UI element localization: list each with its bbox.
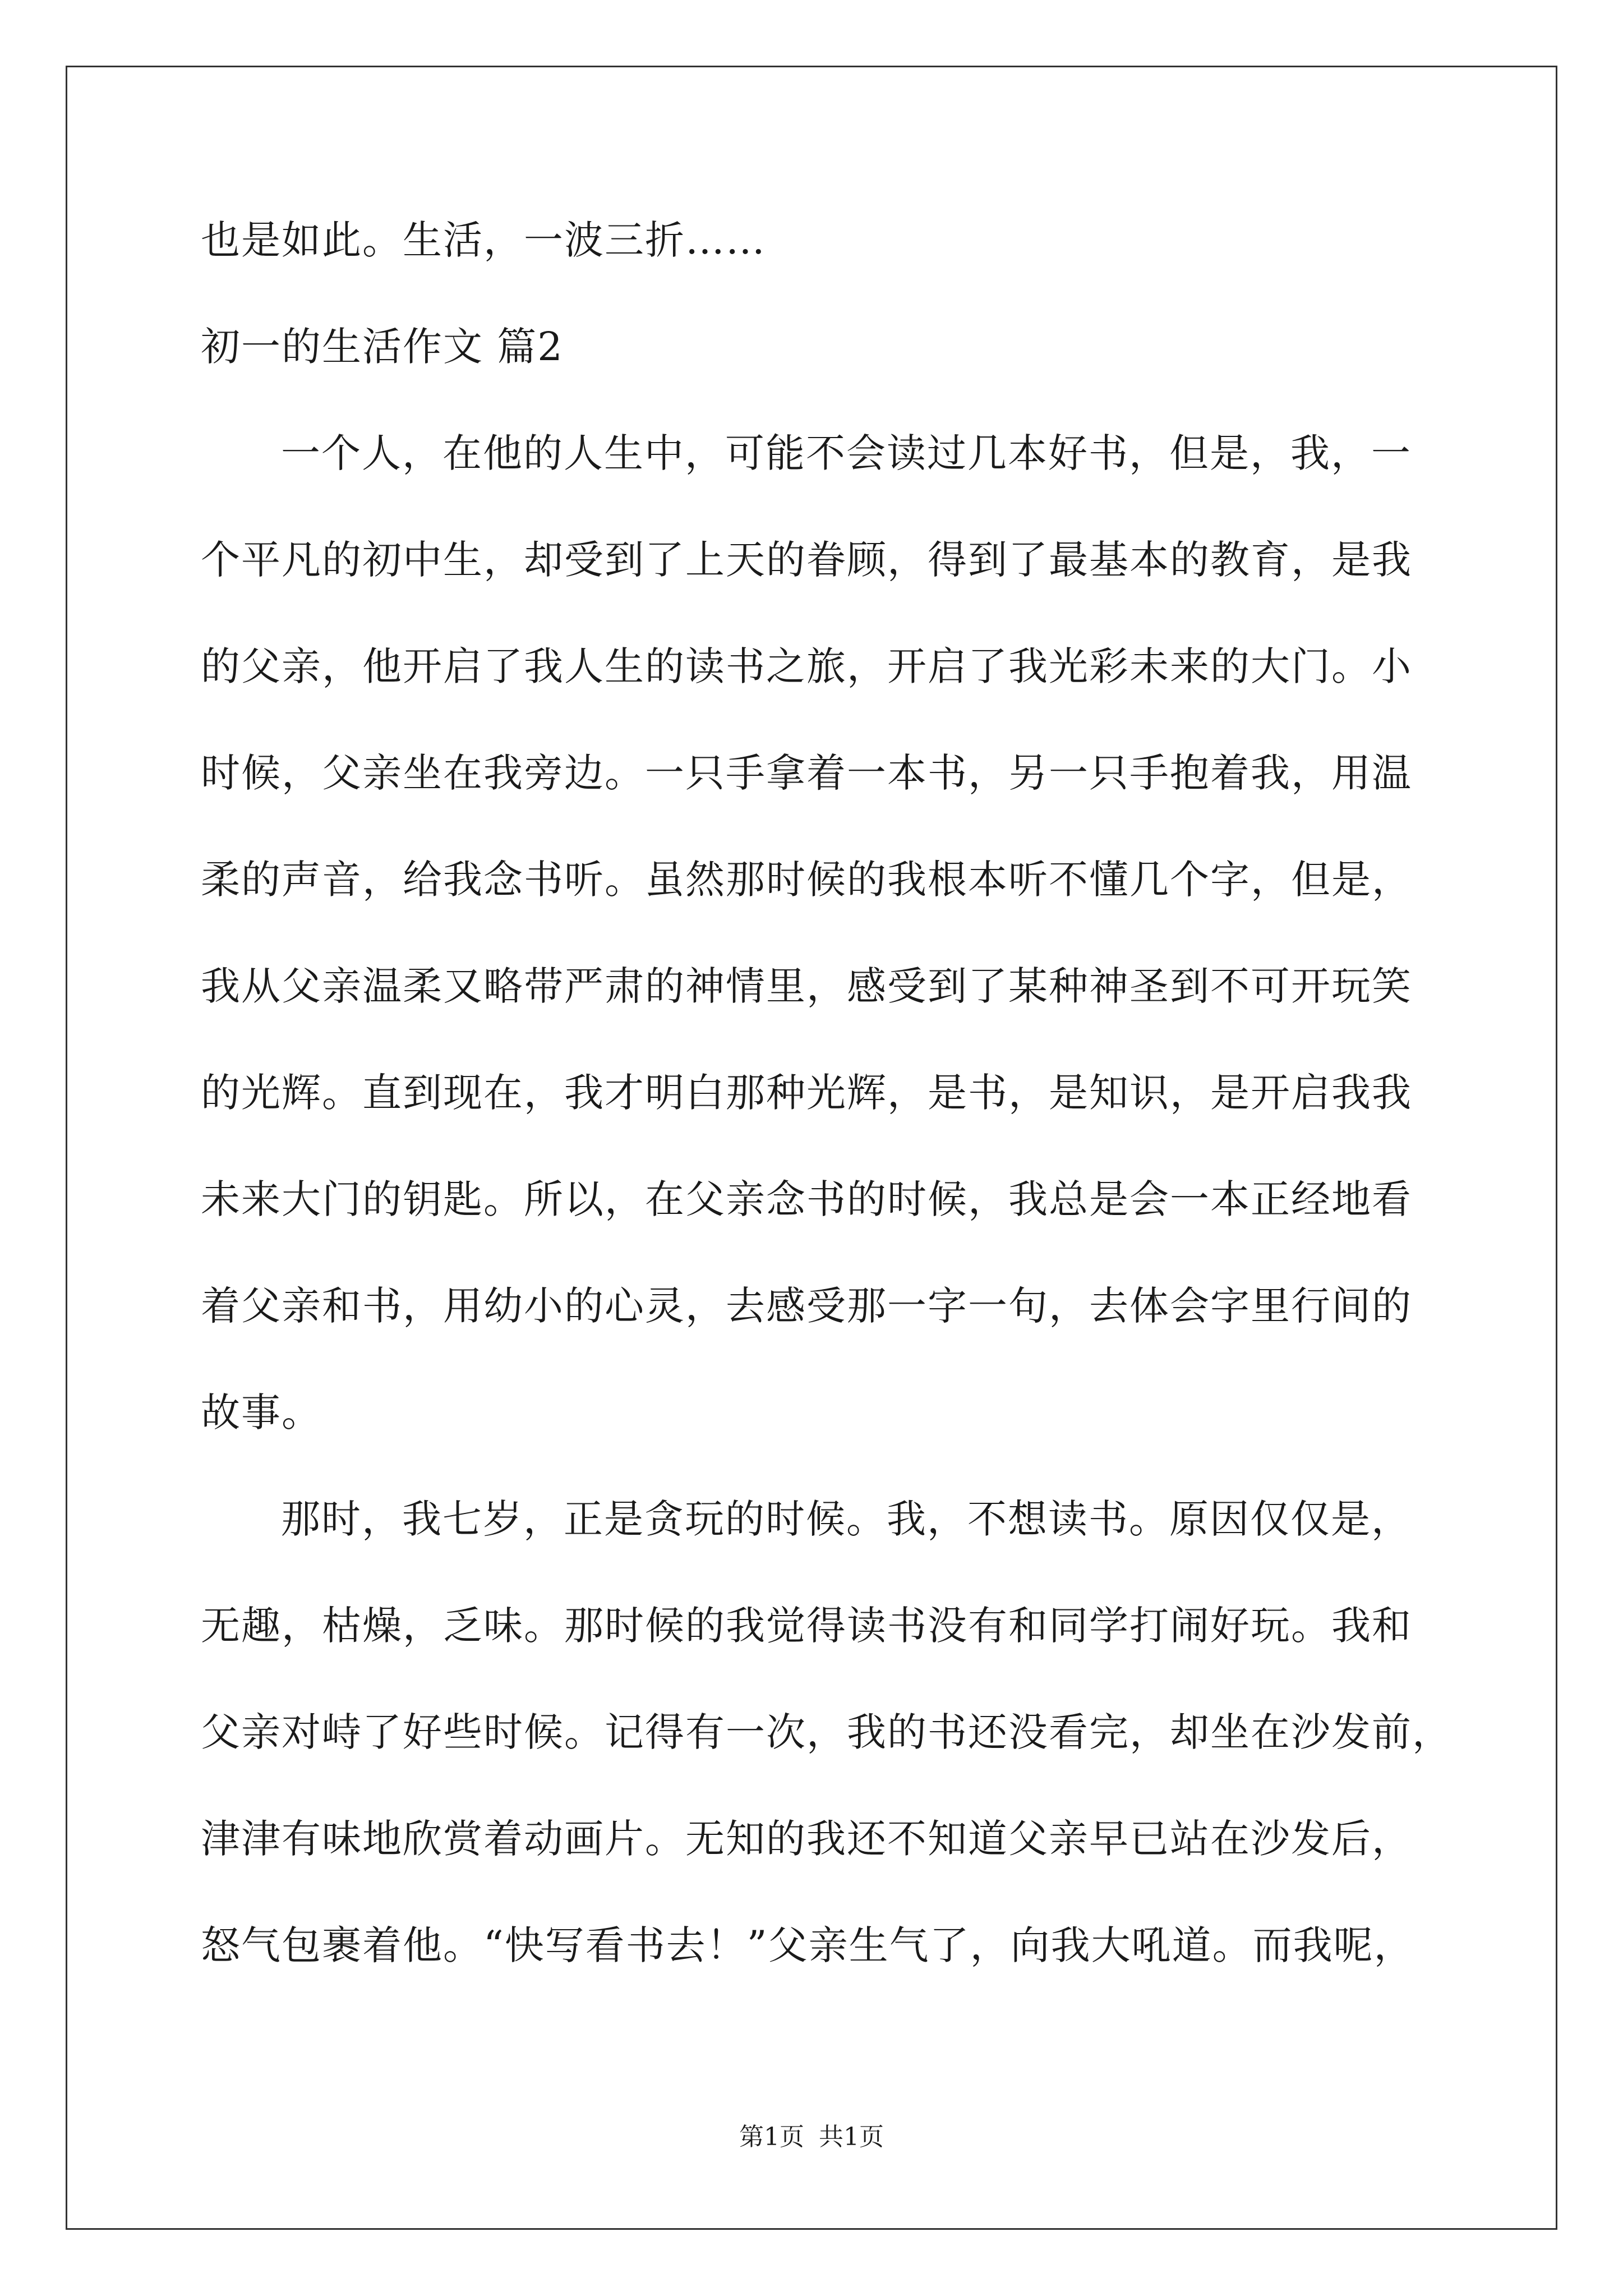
text-line: 我从父亲温柔又略带严肃的神情里，感受到了某种神圣到不可开玩笑 <box>201 963 1412 1009</box>
text-line: 故事。 <box>201 1389 322 1435</box>
text-line: 那时，我七岁，正是贪玩的时候。我，不想读书。原因仅仅是， <box>281 1496 1412 1542</box>
text-line: 无趣，枯燥，乏味。那时候的我觉得读书没有和同学打闹好玩。我和 <box>201 1603 1412 1649</box>
text-line: 未来大门的钥匙。所以，在父亲念书的时候，我总是会一本正经地看 <box>201 1176 1412 1222</box>
text-line: 一个人，在他的人生中，可能不会读过几本好书，但是，我，一 <box>281 430 1412 476</box>
text-line: 也是如此。生活，一波三折…… <box>201 217 766 263</box>
text-line: 柔的声音，给我念书听。虽然那时候的我根本听不懂几个字，但是， <box>201 857 1412 903</box>
text-line: 个平凡的初中生，却受到了上天的眷顾，得到了最基本的教育，是我 <box>201 537 1412 583</box>
section-heading: 初一的生活作文 篇2 <box>201 324 564 370</box>
text-line: 的父亲，他开启了我人生的读书之旅，开启了我光彩未来的大门。小 <box>201 643 1412 689</box>
text-line: 着父亲和书，用幼小的心灵，去感受那一字一句，去体会字里行间的 <box>201 1283 1412 1329</box>
text-line: 的光辉。直到现在，我才明白那种光辉，是书，是知识，是开启我我 <box>201 1070 1412 1116</box>
page-number: 第1页 <box>739 2123 804 2151</box>
text-line: 父亲对峙了好些时候。记得有一次，我的书还没看完，却坐在沙发前， <box>201 1709 1453 1755</box>
text-line: 津津有味地欣赏着动画片。无知的我还不知道父亲早已站在沙发后， <box>201 1816 1412 1862</box>
page-total: 共1页 <box>819 2123 884 2151</box>
page-border <box>66 66 1557 2230</box>
text-line: 时候，父亲坐在我旁边。一只手拿着一本书，另一只手抱着我，用温 <box>201 750 1412 796</box>
text-line: 怒气包裹着他。“快写看书去！”父亲生气了，向我大吼道。而我呢， <box>201 1922 1414 1968</box>
page-footer <box>0 2120 1623 2154</box>
